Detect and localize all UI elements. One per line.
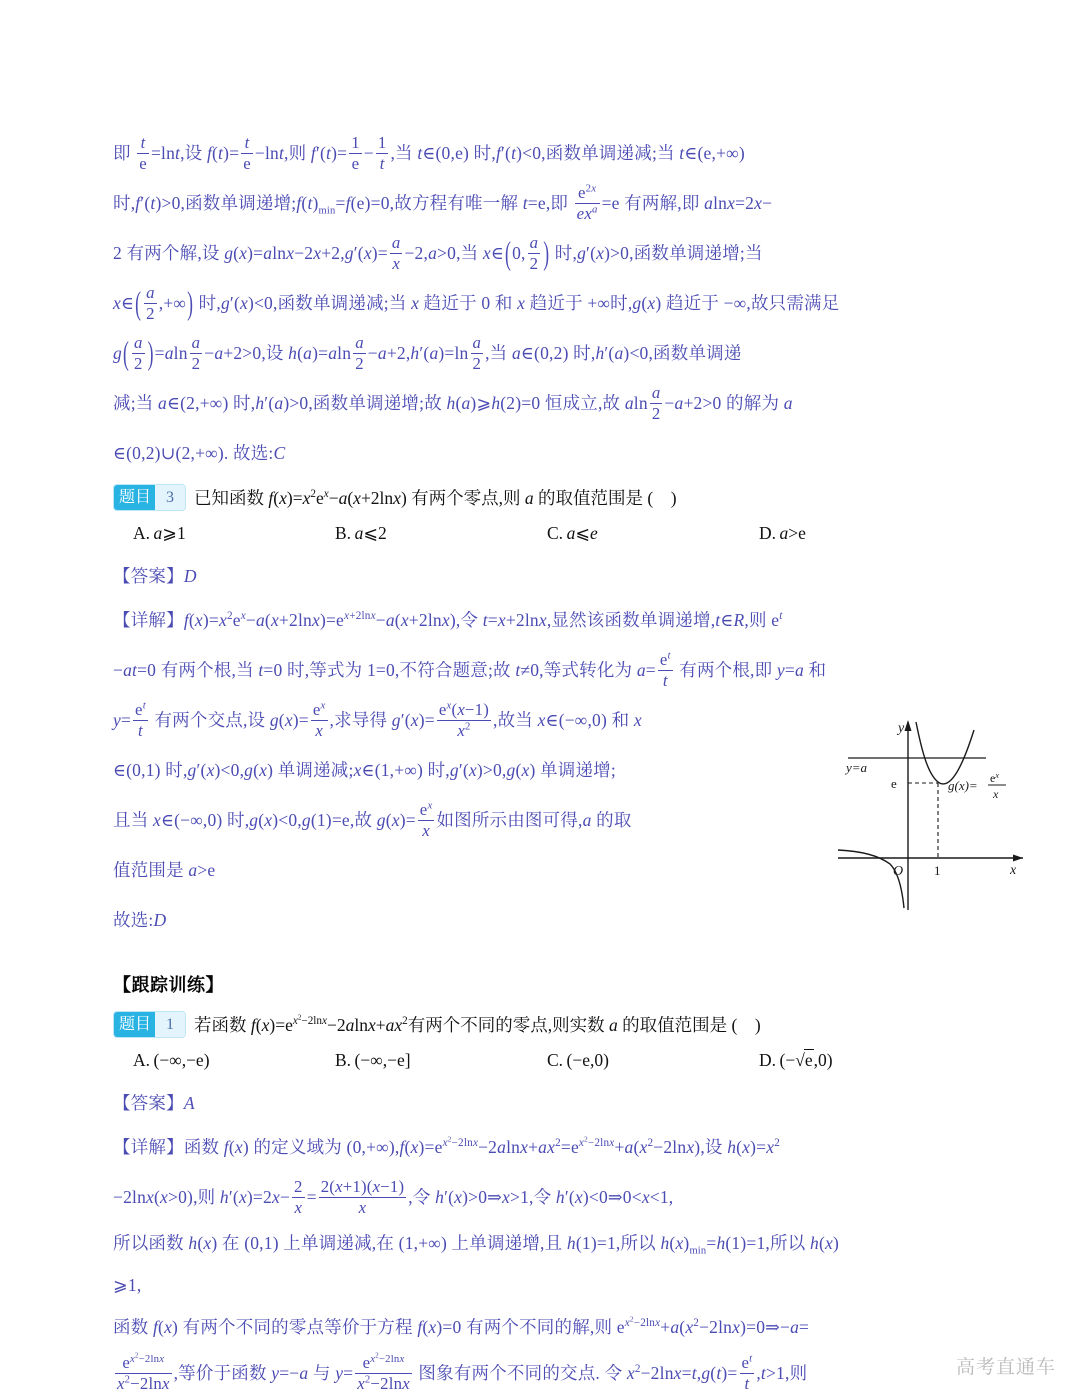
question-3-detail-line: 【详解】$f(x)=x^2e^x-a(x+2\ln x)=e^{x+2lnx}-a(x+2\ln x)$,令 t=x+2lnx,显然该函数单调递增,t∈R,则 $e^t$ <box>113 610 783 630</box>
question-1-detail-line: 所以函数 h(x) 在 (0,1) 上单调递减,在 (1,+∞) 上单调递增,且 h(1)=1,所以 $h(x)_{min}=h(1)=1$,所以 h(x) <box>113 1233 839 1257</box>
option-b[interactable]: B. (−∞,−e] <box>335 1050 411 1070</box>
top-solution-block <box>113 128 985 478</box>
solution-line: ∈(0,2)∪(2,+∞). 故选:C <box>113 443 286 463</box>
y-axis-arrow <box>905 720 912 731</box>
question-badge <box>113 484 186 511</box>
option-d[interactable]: D. (−√e,0) <box>759 1050 833 1070</box>
solution-line: g( $\frac{a}{2}$ )=aln $\frac{a}{2}$ −a+2>0,设 h(a)=aln $\frac{a}{2}$ −a+2,h′(a)=ln $\frac{a}{2}$ ,当 a∈(0,2) 时,h′(a)<0,函数单调递 <box>113 333 742 374</box>
question-1-header <box>113 1011 985 1038</box>
curve-label-denominator: x <box>993 787 999 801</box>
question-3-stem: 已知函数 $f(x)=x^2e^x-a(x+2\ln x)$ 有两个零点,则 a 的取值范围是 ( ) <box>194 488 677 508</box>
question-3-header <box>113 484 985 511</box>
training-section-heading: 【跟踪训练】 <box>113 975 224 995</box>
curve-label-numerator: $e^x$ <box>990 771 999 785</box>
solution-line: x∈( $\frac{a}{2}$ ,+∞) 时,g′(x)<0,函数单调递减;当 x 趋近于 0 和 x 趋近于 +∞时,g(x) 趋近于 −∞,故只需满足 <box>113 283 840 324</box>
question-1-detail-line: 【详解】函数 f(x) 的定义域为 $(0,+\infty),f(x)=e^{x^2-2lnx}-2alnx+ax^2=e^{x^2-2lnx}+a(x^2-2\ln x)$,设 $h(x)=x^2$ <box>113 1135 781 1157</box>
question-3-detail-line: ∈(0,1) 时,g′(x)<0,g(x) 单调递减;x∈(1,+∞) 时,g′(x)>0,g(x) 单调递增; <box>113 760 616 780</box>
watermark: 高考直通车 <box>955 1357 1056 1378</box>
option-c[interactable]: C. (−e,0) <box>547 1050 609 1070</box>
e-tick-label: e <box>891 776 897 791</box>
answer-tag: 【答案】 <box>113 1093 184 1113</box>
option-c[interactable]: C. a⩽e <box>547 523 598 543</box>
question-3-options <box>113 523 985 557</box>
detail-tag: 【详解】 <box>113 610 184 630</box>
question-1-detail-line: $\frac{e^{x^2-2lnx}}{x^2-2\ln x}$ ,等价于函数 y=−a 与 y= $\frac{e^{x^2-2lnx}}{x^2-2\ln x}$ 图象有两个不同的交点. 令 $x^2-2\ln x=t,g(t)=$ $\frac{e^t}{t}$ ,t>1,则 <box>117 1352 808 1394</box>
question-1-detail-line: 函数 f(x) 有两个不同的零点等价于方程 f(x)=0 有两个不同的解,则 $e^{x^2-2lnx}+a(x^2-2\ln x)=0\Rightarrow-a=$ <box>113 1315 810 1337</box>
question-3-detail-line: 值范围是 a>e <box>113 860 216 880</box>
option-a[interactable]: A. a⩾1 <box>133 523 186 543</box>
solution-line: 减;当 a∈(2,+∞) 时,h′(a)>0,函数单调递增;故 h(a)⩾h(2)=0 恒成立,故 aln $\frac{a}{2}$ −a+2>0 的解为 a <box>113 383 793 424</box>
x-tick-label-one: 1 <box>934 863 941 878</box>
curve-g-of-x <box>916 722 974 784</box>
option-b[interactable]: B. a⩽2 <box>335 523 387 543</box>
question-badge-number: 3 <box>155 485 185 510</box>
x-axis-label: x <box>1010 863 1017 878</box>
option-a[interactable]: A. (−∞,−e) <box>133 1050 210 1070</box>
answer-value: D <box>183 566 197 586</box>
question-3-detail-line: 且当 x∈(−∞,0) 时,g(x)<0,g(1)=e,故 g(x)= $\frac{e^x}{x}$ 如图所示由图可得,a 的取 <box>113 799 632 841</box>
question-badge-label: 题目 <box>114 485 155 510</box>
question-1-answer <box>113 1084 985 1122</box>
curve-label: g(x)= <box>948 778 978 793</box>
solution-line: 时,f′(t)>0,函数单调递增$;f(t)_{min}=f(e)=0$,故方程有唯一解 t=e,即 $\frac{e^{2x}}{ex^a}$ =e 有两解,即 alnx=2x− <box>113 182 773 224</box>
answer-tag: 【答案】 <box>113 566 184 586</box>
y-axis-label: y <box>898 721 905 736</box>
line-label-y-equals-a: y=a <box>846 760 868 775</box>
question-badge-label: 题目 <box>114 1012 155 1037</box>
question-badge-number: 1 <box>155 1012 185 1037</box>
graph-figure <box>838 712 1038 912</box>
question-1-stem: 若函数 $f(x)=e^{x^2-2lnx}-2alnx+ax^2$有两个不同的零点,则实数 a 的取值范围是 ( ) <box>194 1013 761 1035</box>
graph-svg <box>838 712 1038 912</box>
question-1-detail-line: −2lnx(x>0),则 h′(x)=2x− $\frac{2}{x}$ = $\frac{2(x+1)(x-1)}{x}$ ,令 h′(x)>0⇒x>1,令 h′(x)<0⇒0<x<1, <box>113 1177 674 1218</box>
curve-left-branch <box>838 850 904 908</box>
answer-value: A <box>183 1093 195 1113</box>
origin-label: O <box>893 864 904 879</box>
solution-line: 2 有两个解,设 g(x)=alnx−2x+2,g′(x)= $\frac{a}{x}$ −2,a>0,当 x∈(0, $\frac{a}{2}$ ) 时,g′(x)>0,函数单调递增;当 <box>113 233 763 274</box>
question-1-detail-line: ⩾1, <box>113 1275 142 1295</box>
x-axis-arrow <box>1013 855 1023 862</box>
question-3-answer <box>113 557 985 595</box>
option-d[interactable]: D. a>e <box>759 523 806 543</box>
question-badge <box>113 1011 186 1038</box>
question-1-options <box>113 1050 985 1084</box>
question-3-detail-line: −at=0 有两个根,当 t=0 时,等式为 1=0,不符合题意;故 t≠0,等式转化为 a= $\frac{e^t}{t}$ 有两个根,即 y=a 和 <box>113 649 827 691</box>
detail-tag: 【详解】 <box>113 1137 184 1157</box>
question-3-conclusion: 故选:D <box>113 910 167 930</box>
solution-line: 即 $\frac{t}{e}$ =lnt,设 f(t)= $\frac{t}{e}$ −lnt,则 f′(t)= $\frac{1}{e}$ − $\frac{1}{t}$ ,当 t∈(0,e) 时,f′(t)<0,函数单调递减;当 t∈(e,+∞) <box>113 133 745 174</box>
question-3-detail-line: y= $\frac{e^t}{t}$ 有两个交点,设 g(x)= $\frac{e^x}{x}$ ,求导得 g′(x)= $\frac{e^x(x-1)}{x^2}$ ,故当 x∈(−∞,0) 和 x <box>113 699 642 741</box>
